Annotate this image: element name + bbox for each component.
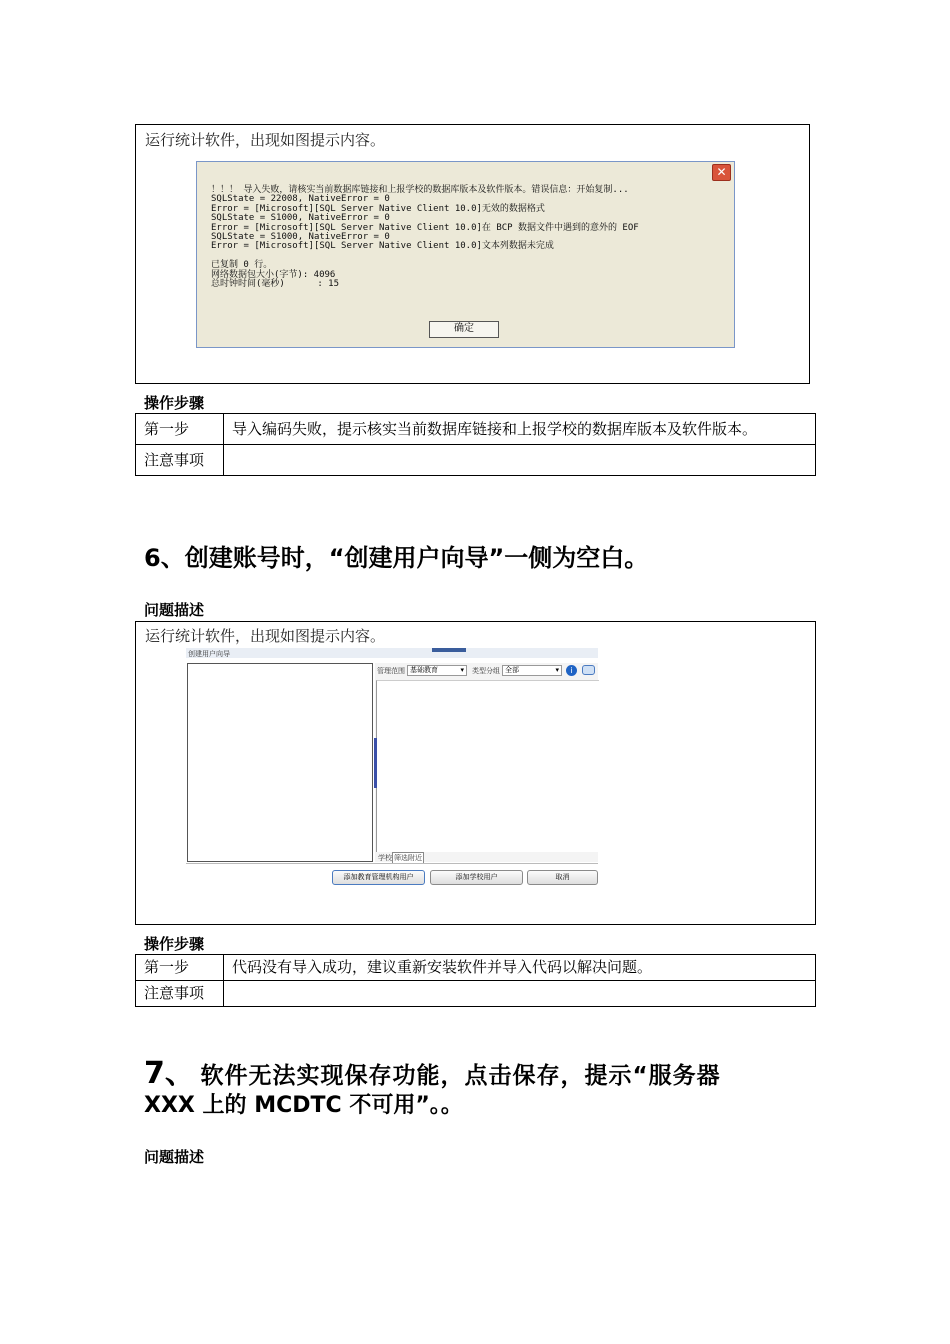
problem-description-label: 问题描述 bbox=[144, 601, 205, 619]
dialog-message-line: SQLState = S1000, NativeError = 0 bbox=[211, 232, 390, 242]
chevron-down-icon: ▾ bbox=[460, 666, 464, 674]
step-text bbox=[224, 445, 816, 476]
close-icon[interactable]: ✕ bbox=[712, 164, 731, 181]
scope-value: 基础教育 bbox=[410, 666, 438, 674]
dialog-message-line: 总时钟时间(毫秒) : 15 bbox=[211, 279, 340, 289]
step-text: 导入编码失败，提示核实当前数据库链接和上报学校的数据库版本及软件版本。 bbox=[224, 414, 816, 445]
chevron-down-icon: ▾ bbox=[555, 666, 559, 674]
heading-number: 7、 bbox=[144, 1056, 195, 1091]
dialog-message-line: Error = [Microsoft][SQL Server Native Client 10.0]无效的数据格式 bbox=[211, 203, 545, 214]
steps-table-1 bbox=[135, 413, 816, 476]
dialog-message-line: 网络数据包大小(字节): 4096 bbox=[211, 269, 336, 280]
table-row bbox=[136, 955, 816, 981]
step-text bbox=[224, 981, 816, 1007]
table-row bbox=[136, 981, 816, 1007]
dialog-message-line: Error = [Microsoft][SQL Server Native Client 10.0]文本列数据未完成 bbox=[211, 241, 554, 252]
type-label: 类型分组 bbox=[472, 667, 500, 675]
step-label: 注意事项 bbox=[136, 445, 224, 476]
problem-description-box-1 bbox=[135, 124, 810, 384]
ok-button[interactable]: 确定 bbox=[429, 321, 499, 338]
wizard-tab-accent bbox=[432, 648, 466, 652]
step-label: 第一步 bbox=[136, 414, 224, 445]
dialog-message-line: Error = [Microsoft][SQL Server Native Client 10.0]在 BCP 数据文件中遇到的意外的 EOF bbox=[211, 222, 639, 233]
type-select[interactable] bbox=[502, 665, 562, 676]
wizard-list-area bbox=[376, 680, 599, 852]
table-row bbox=[136, 414, 816, 445]
problem-description-text: 运行统计软件，出现如图提示内容。 bbox=[145, 131, 386, 149]
cancel-button[interactable]: 取消 bbox=[527, 870, 598, 885]
divider bbox=[186, 863, 598, 864]
steps-heading: 操作步骤 bbox=[144, 935, 205, 953]
add-org-user-button[interactable]: 添加教育管理机构用户 bbox=[332, 870, 425, 885]
heading-text: 软件无法实现保存功能，点击保存，提示“服务器 bbox=[200, 1063, 721, 1089]
info-icon[interactable]: i bbox=[566, 665, 577, 676]
problem-description-text: 运行统计软件，出现如图提示内容。 bbox=[145, 627, 386, 645]
scope-label: 管理范围 bbox=[377, 667, 405, 675]
error-dialog-screenshot bbox=[196, 161, 735, 348]
bottom-tab-school[interactable]: 学校 bbox=[378, 854, 392, 862]
problem-description-label: 问题描述 bbox=[144, 1148, 205, 1166]
steps-heading: 操作步骤 bbox=[144, 394, 205, 412]
dialog-titlebar bbox=[197, 162, 734, 180]
step-label: 第一步 bbox=[136, 955, 224, 981]
table-row bbox=[136, 445, 816, 476]
bottom-tab-nearby[interactable]: 筛选附近 bbox=[394, 854, 422, 862]
wizard-title: 创建用户向导 bbox=[188, 650, 230, 658]
chat-icon[interactable] bbox=[582, 665, 595, 675]
type-value: 全部 bbox=[505, 666, 519, 674]
heading-line2: XXX 上的 MCDTC 不可用”。。 bbox=[144, 1093, 463, 1118]
wizard-titlebar bbox=[186, 648, 598, 658]
dialog-message-line: SQLState = S1000, NativeError = 0 bbox=[211, 213, 390, 224]
scope-select[interactable] bbox=[407, 665, 467, 676]
problem-description-box-2 bbox=[135, 621, 816, 925]
scrollbar-thumb[interactable] bbox=[374, 738, 377, 788]
wizard-left-panel bbox=[187, 663, 373, 862]
section-heading-7 bbox=[144, 1057, 816, 1119]
wizard-screenshot bbox=[186, 648, 598, 888]
add-school-user-button[interactable]: 添加学校用户 bbox=[430, 870, 523, 885]
dialog-message-line: ！！！ 导入失败，请核实当前数据库链接和上报学校的数据库版本及软件版本。错误信息：开始复制... bbox=[211, 185, 629, 195]
dialog-message-line: 已复制 0 行。 bbox=[211, 260, 273, 271]
steps-table-2 bbox=[135, 954, 816, 1007]
dialog-message-line: SQLState = 22008, NativeError = 0 bbox=[211, 194, 390, 205]
step-text: 代码没有导入成功，建议重新安装软件并导入代码以解决问题。 bbox=[224, 955, 816, 981]
section-heading-6: 6、创建账号时，“创建用户向导”一侧为空白。 bbox=[144, 544, 649, 572]
step-label: 注意事项 bbox=[136, 981, 224, 1007]
